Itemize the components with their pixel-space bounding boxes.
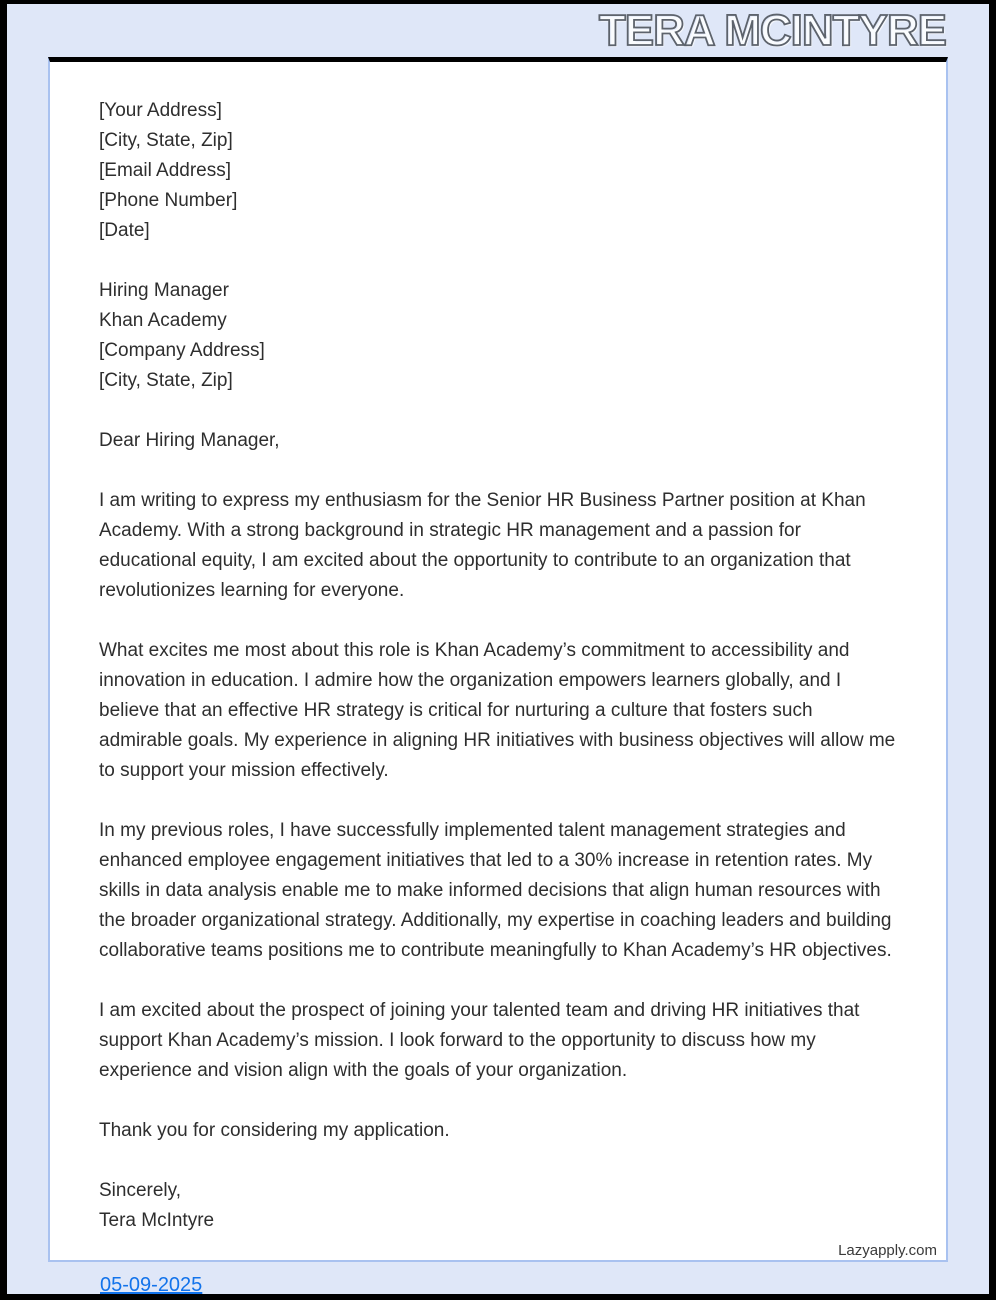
header-name: TERA MCINTYRE [598,6,946,55]
recipient-line: [Company Address] [99,340,265,361]
sender-address-line: [Phone Number] [99,190,238,211]
recipient-address-block [99,276,897,396]
paragraph-intro: I am writing to express my enthusiasm for the Senior HR Business Partner position at Khan Academy. With a strong background in strategic HR management and a passion for educational equity, I am excited about the opportunity to contribute to an organization that revolutionizes learning for everyone. [99,490,866,601]
paragraph-motivation: What excites me most about this role is Khan Academy’s commitment to accessibility and innovation in education. I admire how the organization empowers learners globally, and I believe that an effective HR strategy is critical for nurturing a culture that fosters such admirable goals. My experience in aligning HR initiatives with business objectives will allow me to support your mission effectively. [99,640,896,781]
lazyapply-watermark: Lazyapply.com [838,1242,937,1259]
letter-body [50,62,946,1236]
recipient-line: Khan Academy [99,310,227,331]
date-link[interactable]: 05-09-2025 [100,1274,203,1296]
signoff: Sincerely, [99,1180,182,1201]
sender-address-line: [Your Address] [99,100,222,121]
signature-name: Tera McIntyre [99,1210,215,1231]
paragraph-closing: I am excited about the prospect of joining your talented team and driving HR initiatives that support Khan Academy’s mission. I look forward to the opportunity to discuss how my experience and vision align with the goals of your organization. [99,1000,860,1081]
closing-thanks: Thank you for considering my application. [99,1120,450,1141]
sender-address-line: [City, State, Zip] [99,130,233,151]
sender-address-line: [Date] [99,220,150,241]
recipient-line: [City, State, Zip] [99,370,233,391]
sender-address-line: [Email Address] [99,160,231,181]
letter-document [48,57,948,1262]
recipient-line: Hiring Manager [99,280,229,301]
paragraph-experience: In my previous roles, I have successfully implemented talent management strategies and enhanced employee engagement initiatives that led to a 30% increase in retention rates. My skills in data analysis enable me to make informed decisions that align human resources with the broader organizational strategy. Additionally, my expertise in coaching leaders and building collaborative teams positions me to contribute meaningfully to Khan Academy’s HR objectives. [99,820,892,961]
signature-block [99,1176,897,1236]
salutation: Dear Hiring Manager, [99,430,280,451]
sender-address-block [99,96,897,246]
